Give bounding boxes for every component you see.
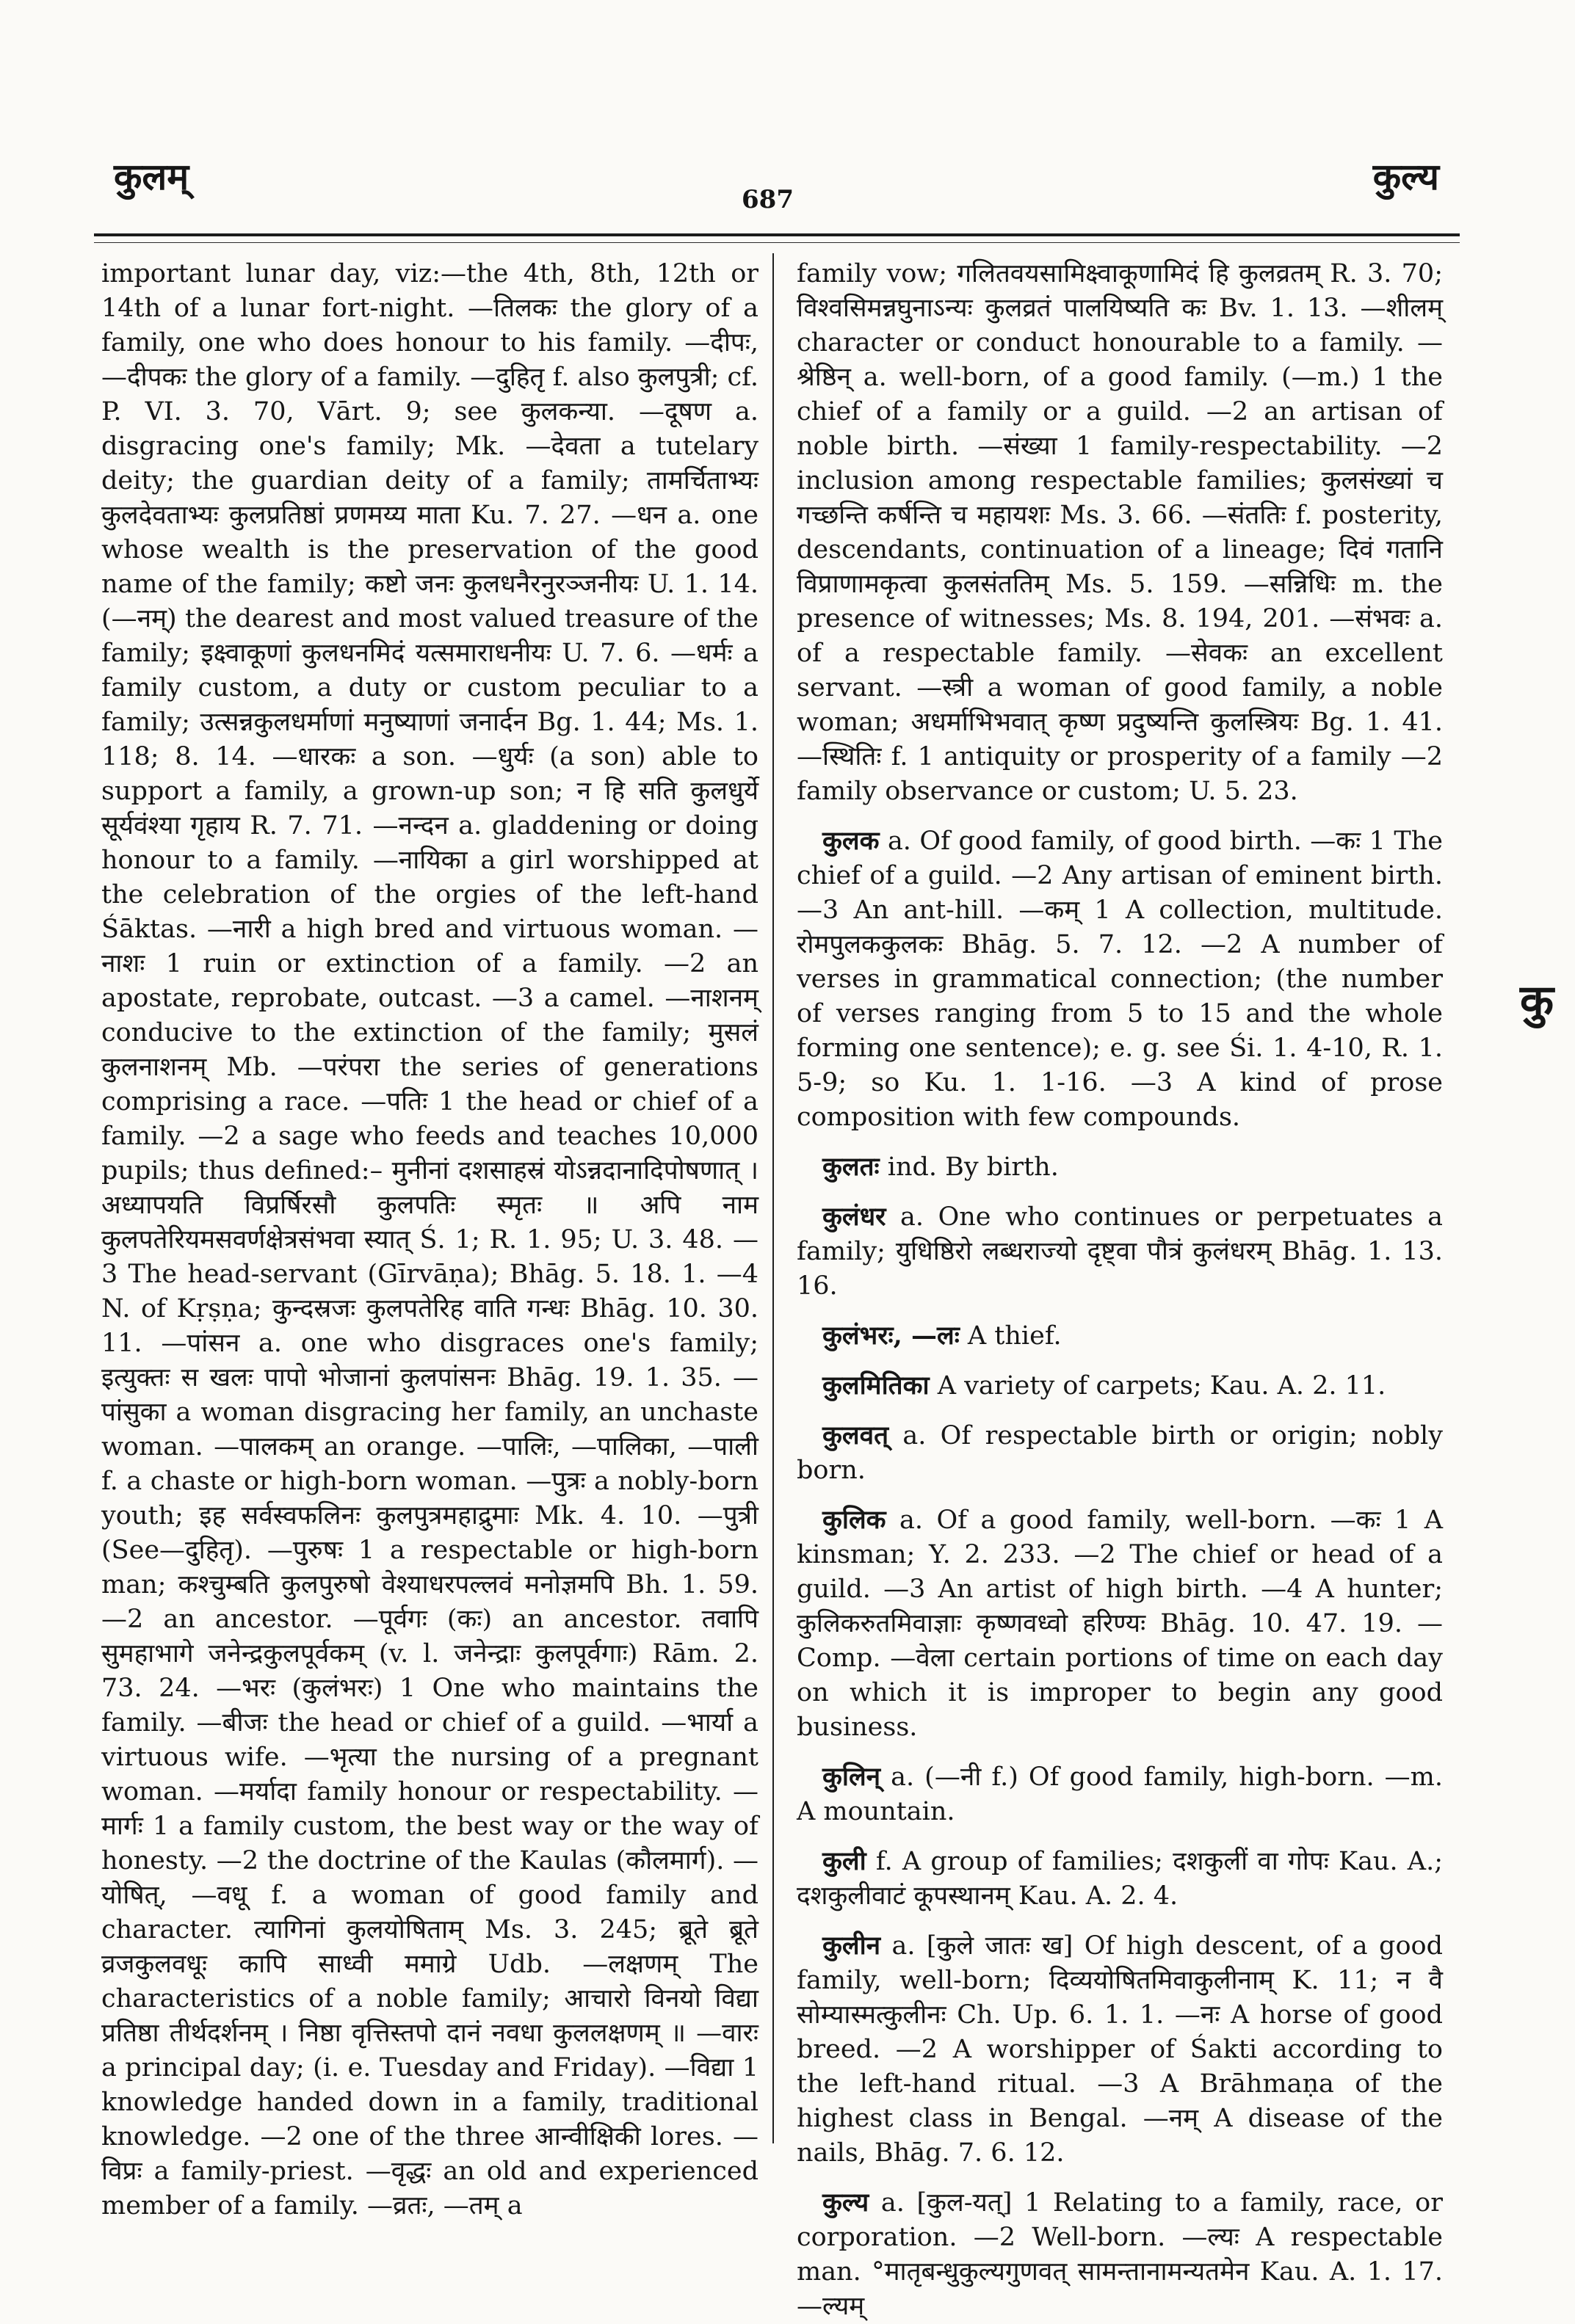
dictionary-entry: [797, 1418, 1443, 1488]
entry-text: a. [कुल-यत्] 1 Relating to a family, race, or corporation. —2 Well-born. —ल्यः A respectable man. °मातृबन्धुकुल्यगुणवत् सामन्तानामन्यतमेन Kau. A. 1. 17. —ल्यम्: [797, 2188, 1443, 2321]
dictionary-entry: [797, 2185, 1443, 2324]
dictionary-entry: [797, 1150, 1443, 1185]
right-column: [797, 257, 1443, 2324]
header-rule-thick: [94, 233, 1460, 236]
dictionary-entry: [797, 1844, 1443, 1914]
entry-headword: कुल्य: [822, 2187, 869, 2218]
left-running-headword: कुलम्: [114, 155, 189, 198]
left-column: [101, 257, 758, 2223]
entry-text: a. Of a good family, well-born. —कः 1 A kinsman; Y. 2. 233. —2 The chief or head of a guild. —3 An artist of high birth. —4 A hunter; कुलिकरुतमिवाज्ञाः कृष्णवध्वो हरिण्यः Bhāg. 10. 47. 19. —Comp. —वेला certain portions of time on each day on which it is improper to begin any good business.: [797, 1506, 1443, 1742]
side-section-marker: कु: [1520, 976, 1554, 1027]
right-running-headword: कुल्य: [1372, 155, 1439, 198]
column-separator: [772, 253, 774, 2143]
right-column-continuation: family vow; गलितवयसामिक्ष्वाकूणामिदं हि कुलव्रतम् R. 3. 70; विश्वसिमन्नघुनाऽन्यः कुलव्रतं पालयिष्यति कः Bv. 1. 13. —शीलम् character or conduct honourable to a family. —श्रेष्ठिन् a. well-born, of a good family. (—m.) 1 the chief of a family or a guild. —2 an artisan of noble birth. —संख्या 1 family-respectability. —2 inclusion among respectable families; कुलसंख्यां च गच्छन्ति कर्षन्ति च महायशः Ms. 3. 66. —संततिः f. posterity, descendants, continuation of a lineage; दिवं गतानि विप्राणामकृत्वा कुलसंततिम् Ms. 5. 159. —सन्निधिः m. the presence of witnesses; Ms. 8. 194, 201. —संभवः a. of a respectable family. —सेवकः an excellent servant. —स्त्री a woman of good family, a noble woman; अधर्माभिभवात् कृष्ण प्रदुष्यन्ति कुलस्त्रियः Bg. 1. 41. —स्थितिः f. 1 antiquity or prosperity of a family —2 family observance or custom; U. 5. 23.: [797, 259, 1443, 806]
entry-headword: कुलतः: [822, 1152, 880, 1182]
dictionary-entry: [797, 1368, 1443, 1404]
header-rule-thin: [94, 242, 1460, 243]
entry-text: A variety of carpets; Kau. A. 2. 11.: [929, 1371, 1386, 1401]
entry-text: a. [कुले जातः ख] Of high descent, of a good family, well-born; दिव्ययोषितमिवाकुलीनाम् K. 11; न वै सोम्यास्मत्कुलीनः Ch. Up. 6. 1. 1. —नः A horse of good breed. —2 A worshipper of Śakti according to the left-hand ritual. —3 A Brāhmaṇa of the highest class in Bengal. —नम् A disease of the nails, Bhāg. 7. 6. 12.: [797, 1931, 1443, 2168]
dictionary-entry: [797, 1503, 1443, 1745]
dictionary-entry: [797, 824, 1443, 1135]
entry-text: f. A group of families; दशकुलीं वा गोपः Kau. A.; दशकुलीवाटं कूपस्थानम् Kau. A. 2. 4.: [797, 1847, 1443, 1911]
entry-text: a. Of good family, of good birth. —कः 1 The chief of a guild. —2 Any artisan of eminent birth. —3 An ant-hill. —कम् 1 A collection, multitude. रोमपुलककुलकः Bhāg. 5. 7. 12. —2 A number of verses in grammatical connection; (the number of verses ranging from 5 to 15 and the whole forming one sentence); e. g. see Śi. 1. 4-10, R. 1. 5-9; so Ku. 1. 1-16. —3 A kind of prose composition with few compounds.: [797, 827, 1443, 1132]
left-column-text: important lunar day, viz:—the 4th, 8th, 12th or 14th of a lunar fort-night. —तिलकः the glory of a family, one who does honour to his family. —दीपः, —दीपकः the glory of a family. —दुहितृ f. also कुलपुत्री; cf. P. VI. 3. 70, Vārt. 9; see कुलकन्या. —दूषण a. disgracing one's family; Mk. —देवता a tutelary deity; the guardian deity of a family; तामर्चिताभ्यः कुलदेवताभ्यः कुलप्रतिष्ठां प्रणमय्य माता Ku. 7. 27. —धन a. one whose wealth is the preservation of the good name of the family; कष्टो जनः कुलधनैरनुरञ्जनीयः U. 1. 14. (—नम्) the dearest and most valued treasure of the family; इक्ष्वाकूणां कुलधनमिदं यत्समाराधनीयः U. 7. 6. —धर्मः a family custom, a duty or custom peculiar to a family; उत्सन्नकुलधर्माणां मनुष्याणां जनार्दन Bg. 1. 44; Ms. 1. 118; 8. 14. —धारकः a son. —धुर्यः (a son) able to support a family, a grown-up son; न हि सति कुलधुर्ये सूर्यवंश्या गृहाय R. 7. 71. —नन्दन a. gladdening or doing honour to a family. —नायिका a girl worshipped at the celebration of the orgies of the left-hand Śāktas. —नारी a high bred and virtuous woman. —नाशः 1 ruin or extinction of a family. —2 an apostate, reprobate, outcast. —3 a camel. —नाशनम् conducive to the extinction of the family; मुसलं कुलनाशनम् Mb. —परंपरा the series of generations comprising a race. —पतिः 1 the head or chief of a family. —2 a sage who feeds and teaches 10,000 pupils; thus defined:– मुनीनां दशसाहस्रं योऽन्नदानादिपोषणात् । अध्यापयति विप्रर्षिरसौ कुलपतिः स्मृतः ॥ अपि नाम कुलपतेरियमसवर्णक्षेत्रसंभवा स्यात् Ś. 1; R. 1. 95; U. 3. 48. —3 The head-servant (Gīrvāṇa); Bhāg. 5. 18. 1. —4 N. of Kṛṣṇa; कुन्दस्रजः कुलपतेरिह वाति गन्धः Bhāg. 10. 30. 11. —पांसन a. one who disgraces one's family; इत्युक्तः स खलः पापो भोजानां कुलपांसनः Bhāg. 19. 1. 35. —पांसुका a woman disgracing her family, an unchaste woman. —पालकम् an orange. —पालिः, —पालिका, —पाली f. a chaste or high-born woman. —पुत्रः a nobly-born youth; इह सर्वस्वफलिनः कुलपुत्रमहाद्रुमाः Mk. 4. 10. —पुत्री (See—दुहितृ). —पुरुषः 1 a respectable or high-born man; कश्चुम्बति कुलपुरुषो वेश्याधरपल्लवं मनोज्ञमपि Bh. 1. 59. —2 an ancestor. —पूर्वगः (कः) an ancestor. तवापि सुमहाभागे जनेन्द्रकुलपूर्वकम् (v. l. जनेन्द्राः कुलपूर्वगाः) Rām. 2. 73. 24. —भरः (कुलंभरः) 1 One who maintains the family. —बीजः the head or chief of a guild. —भार्या a virtuous wife. —भृत्या the nursing of a pregnant woman. —मर्यादा family honour or respectability. —मार्गः 1 a family custom, the best way or the way of honesty. —2 the doctrine of the Kaulas (कौलमार्ग). —योषित्, —वधू f. a woman of good family and character. त्यागिनां कुलयोषिताम् Ms. 3. 245; ब्रूते ब्रूते व्रजकुलवधूः कापि साध्वी ममाग्रे Udb. —लक्षणम् The characteristics of a noble family; आचारो विनयो विद्या प्रतिष्ठा तीर्थदर्शनम् । निष्ठा वृत्तिस्तपो दानं नवधा कुललक्षणम् ॥ —वारः a principal day; (i. e. Tuesday and Friday). —विद्या 1 knowledge handed down in a family, traditional knowledge. —2 one of the three आन्वीक्षिकी lores. —विप्रः a family-priest. —वृद्धः an old and experienced member of a family. —व्रतः, —तम् a: [101, 259, 758, 2220]
dictionary-entry: [797, 1318, 1443, 1354]
entry-text: a. One who continues or perpetuates a family; युधिष्ठिरो लब्धराज्यो दृष्ट्वा पौत्रं कुलंधरम् Bhāg. 1. 13. 16.: [797, 1202, 1443, 1301]
entry-text: A thief.: [959, 1321, 1062, 1351]
entry-text: a. Of respectable birth or origin; nobly born.: [797, 1421, 1443, 1485]
entry-text: a. (—नी f.) Of good family, high-born. —m. A mountain.: [797, 1762, 1443, 1826]
dictionary-entry: [797, 1760, 1443, 1829]
entry-headword: कुली: [822, 1846, 866, 1876]
entry-headword: कुलिक: [822, 1505, 886, 1535]
entry-headword: कुलंधर: [822, 1202, 886, 1232]
entry-headword: कुलमितिका: [822, 1370, 930, 1401]
entry-text: ind. By birth.: [879, 1152, 1059, 1182]
entry-headword: कुलक: [822, 826, 880, 856]
entry-headword: कुलवत्: [822, 1420, 889, 1450]
entry-headword: कुलीन: [822, 1931, 881, 1961]
entry-headword: कुलिन्: [822, 1762, 881, 1792]
page-number: 687: [742, 185, 794, 214]
dictionary-entry: [797, 1199, 1443, 1304]
dictionary-entry: [797, 1928, 1443, 2171]
entry-headword: कुलंभरः, —लः: [822, 1321, 960, 1351]
